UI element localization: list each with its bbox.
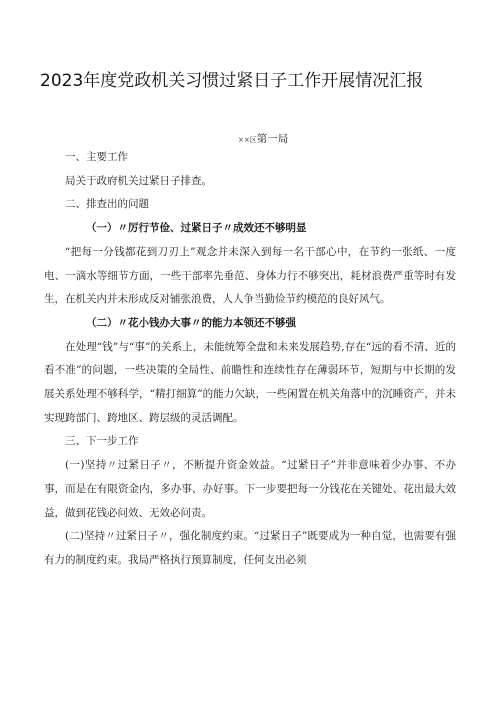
paragraph: 局关于政府机关过紧日子排查。 [65,174,212,187]
document-body [44,146,456,573]
section-heading-3: 三、下一步工作 [65,435,139,448]
subsection-heading: （一）〃厉行节俭、过紧日子〃成效还不够明显 [86,222,307,235]
paragraph: “把每一分钱都花到刀刃上”观念并未深入到每一名干部心中，在节约一张纸、一度电、一滴水等细节方面，一些干部率先垂范、身体力行不够突出，耗材浪费严重等时有发生，在机关内并未形成反对铺张浪费，人人争当勤俭节约模范的良好风气。 [44,245,456,306]
subsection-heading: （二）〃花小钱办大事〃的能力本领还不够强 [86,316,296,329]
author-prefix: ××区 [238,136,257,144]
section-heading-1: 一、主要工作 [65,151,128,163]
document-author [238,132,288,147]
author-name: 第一局 [256,133,289,145]
section-heading-2: 二、排查出的问题 [65,198,149,211]
paragraph: (一)坚持〃过紧日子〃，不断提升资金效益。“过紧日子”并非意味着少办事、不办事，而是在有限资金内，多办事、办好事。下一步要把每一分钱花在关键处、花出最大效益，做到花钱必问效、无效必问责。 [44,459,456,519]
paragraph: (二)坚持〃过紧日子〃，强化制度约束。“过紧日子”既要成为一种自觉，也需要有强有力的制度约束。我局严格执行预算制度，任何支出必须 [44,530,456,566]
document-title: 2023年度党政机关习惯过紧日子工作开展情况汇报 [40,71,424,91]
paragraph: 在处理“钱”与“事”的关系上，未能统筹全盘和未来发展趋势,存在“远的看不清、近的看不准”的问题，一些决策的全局性、前瞻性和连续性存在薄弱环节，短期与中长期的发展关系处理不够科学，“精打细算”的能力欠缺，一些闲置在机关角落中的沉睡资产，并未实现跨部门、跨地区、跨层级的灵活调配。 [44,340,456,424]
